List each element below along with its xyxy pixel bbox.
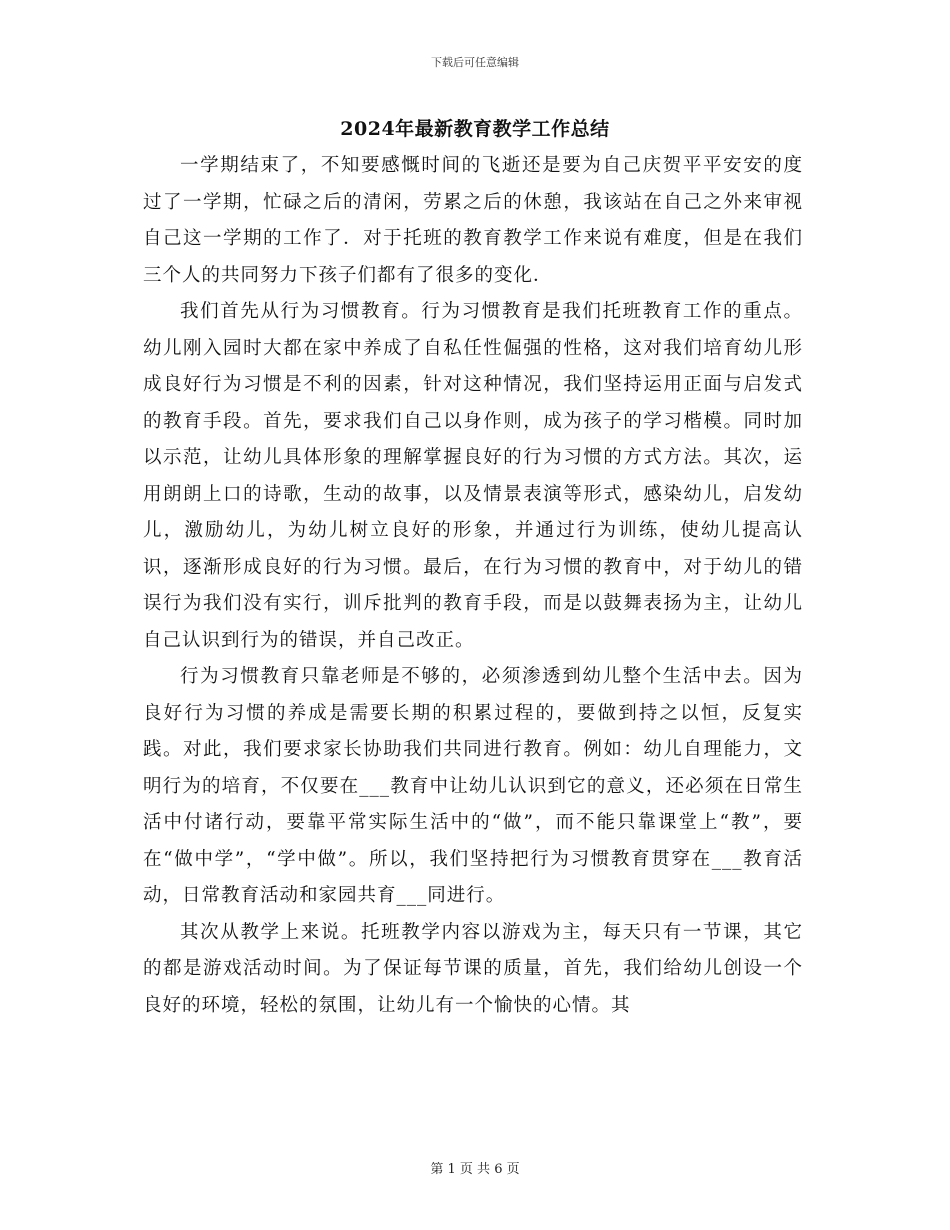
page-number: 第 1 页 共 6 页 [430,1162,520,1177]
paragraph-behavior-habits: 我们首先从行为习惯教育。行为习惯教育是我们托班教育工作的重点。幼儿刚入园时大都在家中养成了自私任性倔强的性格，这对我们培育幼儿形成良好行为习惯是不利的因素，针对这种情况，我们坚持运用正面与启发式的教育手段。首先，要求我们自己以身作则，成为孩子的学习楷模。同时加以示范，让幼儿具体形象的理解掌握良好的行为习惯的方式方法。其次，运用朗朗上口的诗歌，生动的故事，以及情景表演等形式，感染幼儿，启发幼儿，激励幼儿，为幼儿树立良好的形象，并通过行为训练，使幼儿提高认识，逐渐形成良好的行为习惯。最后，在行为习惯的教育中，对于幼儿的错误行为我们没有实行，训斥批判的教育手段，而是以鼓舞表扬为主，让幼儿自己认识到行为的错误，并自己改正。 [143,301,803,651]
paragraph-home-cooperation: 行为习惯教育只靠老师是不够的，必须渗透到幼儿整个生活中去。因为良好行为习惯的养成是需要长期的积累过程的，要做到持之以恒，反复实践。对此，我们要求家长协助我们共同进行教育。例如：幼儿自理能力，文明行为的培育，不仅要在___教育中让幼儿认识到它的意义，还必须在日常生活中付诸行动，要靠平常实际生活中的“做”，而不能只靠课堂上“教”，要在“做中学”，“学中做”。所以，我们坚持把行为习惯教育贯穿在___教育活动，日常教育活动和家园共育___同进行。 [143,666,803,906]
paragraph-intro: 一学期结束了，不知要感慨时间的飞逝还是要为自己庆贺平平安安的度过了一学期，忙碌之后的清闲，劳累之后的休憩，我该站在自己之外来审视自己这一学期的工作了．对于托班的教育教学工作来说有难度，但是在我们三个人的共同努力下孩子们都有了很多的变化． [143,155,803,286]
paragraph-teaching: 其次从教学上来说。托班教学内容以游戏为主，每天只有一节课，其它的都是游戏活动时间。为了保证每节课的质量，首先，我们给幼儿创设一个良好的环境，轻松的氛围，让幼儿有一个愉快的心情。其 [143,921,803,1016]
document-title: 2024年最新教育教学工作总结 [340,118,610,140]
page-header-note: 下载后可任意编辑 [431,56,519,69]
document-body [143,148,803,1024]
